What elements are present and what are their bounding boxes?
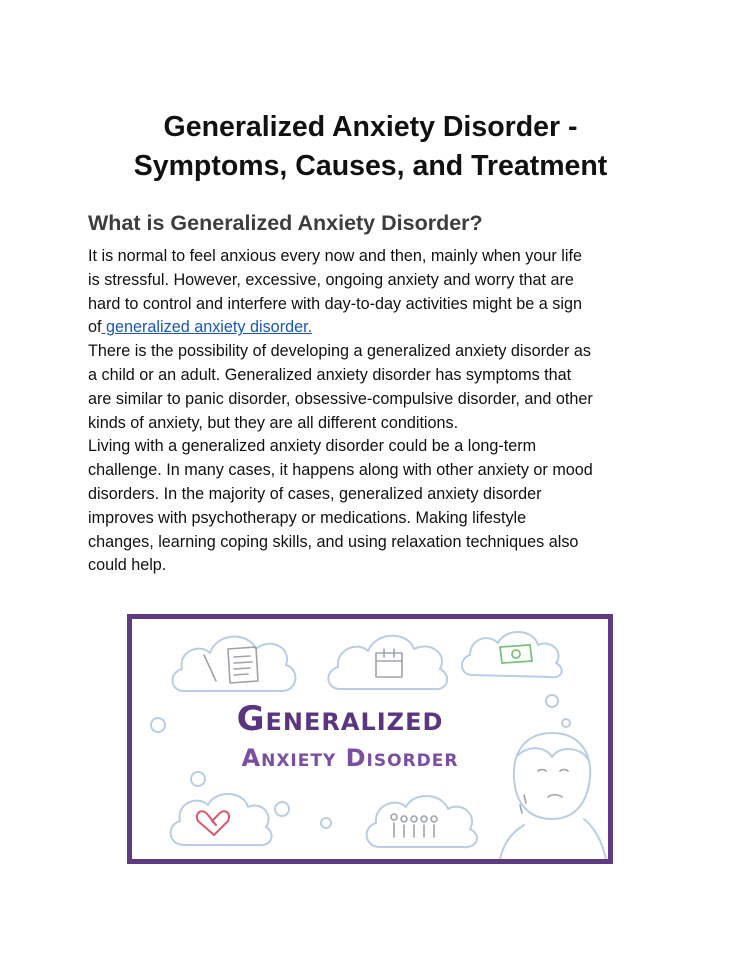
document-title-line-1: Generalized Anxiety Disorder - [163, 111, 578, 143]
gad-illustration [127, 614, 613, 864]
illustration-drawing [132, 619, 608, 859]
thought-bubble-dot-4 [191, 772, 205, 786]
pencil-icon [204, 655, 216, 681]
paragraph-1-line-2: is stressful. However, excessive, ongoing anxiety and worry that are [88, 270, 574, 289]
paragraph-3-line-1: Living with a generalized anxiety disorder could be a long-term [88, 437, 537, 456]
paragraph-3-line-2: challenge. In many cases, it happens along with other anxiety or mood [88, 461, 593, 480]
paragraph-3-line-3: disorders. In the majority of cases, generalized anxiety disorder [88, 484, 542, 503]
paragraph-2-line-4: kinds of anxiety, but they are all different conditions. [88, 413, 459, 432]
document-title-line-2: Symptoms, Causes, and Treatment [133, 150, 608, 182]
illustration-title-line-1: Generalized [236, 699, 444, 739]
worksheet-icon [228, 647, 258, 683]
cloud-calendar-icon [328, 636, 447, 689]
paragraph-1-line-3: hard to control and interfere with day-to-day activities might be a sign [88, 294, 582, 313]
cloud-broken-heart-icon [171, 794, 272, 845]
calendar-icon [376, 649, 402, 677]
paragraph-3-line-5: changes, learning coping skills, and using relaxation techniques also [88, 532, 579, 551]
document-title [60, 108, 681, 186]
section-heading: What is Generalized Anxiety Disorder? [88, 211, 483, 235]
body-text [88, 245, 668, 578]
paragraph-3-line-6: could help. [88, 556, 167, 575]
paragraph-2-line-1: There is the possibility of developing a generalized anxiety disorder as [88, 342, 591, 361]
people-icon [394, 823, 434, 837]
thought-bubble-dot-6 [321, 818, 331, 828]
thought-bubble-dot-5 [275, 802, 289, 816]
paragraph-3-line-4: improves with psychotherapy or medications. Making lifestyle [88, 508, 527, 527]
illustration-title-line-2: Anxiety Disorder [241, 744, 459, 772]
paragraph-2-line-2: a child or an adult. Generalized anxiety disorder has symptoms that [88, 365, 572, 384]
money-icon [500, 645, 532, 663]
paragraph-1-line-4 [88, 316, 668, 340]
paragraph-1-line-1: It is normal to feel anxious every now and then, mainly when your life [88, 247, 582, 265]
paragraph-1-line-4-prefix: of [88, 318, 102, 337]
broken-heart-icon [197, 811, 229, 835]
generalized-anxiety-disorder-link[interactable]: generalized anxiety disorder. [101, 318, 313, 337]
paragraph-2-line-3: are similar to panic disorder, obsessive-compulsive disorder, and other [88, 389, 593, 408]
